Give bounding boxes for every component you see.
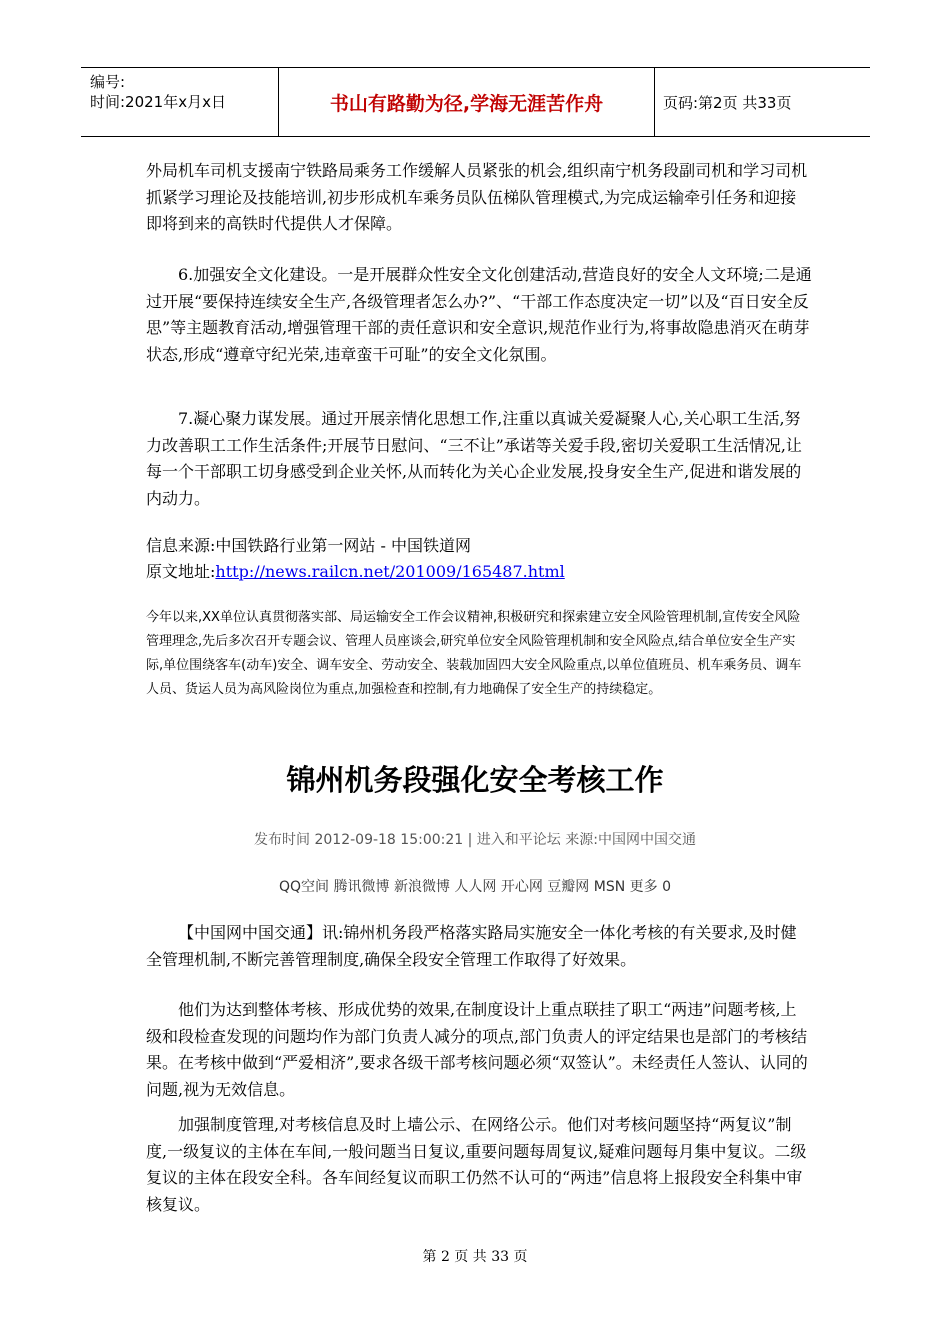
paragraph-intro: 外局机车司机支援南宁铁路局乘务工作缓解人员紧张的机会,组织南宁机务段副司机和学习司机抓紧学习理论及技能培训,初步形成机车乘务员队伍梯队管理模式,为完成运输牵引任务和迎接即将到来的高铁时代提供人才保障。 <box>146 161 808 233</box>
url-label: 原文地址: <box>146 562 216 581</box>
header-motto: 书山有路勤为径,学海无涯苦作舟 <box>279 68 655 136</box>
paragraph-item-6: 6.加强安全文化建设。一是开展群众性安全文化创建活动,营造良好的安全人文环境;二是通过开展“要保持连续安全生产,各级管理者怎么办?”、“干部工作态度决定一切”以及“百日安全反思”等主题教育活动,增强管理干部的责任意识和安全意识,规范作业行为,将事故隐患消灭在萌芽状态,形成“遵章守纪光荣,违章蛮干可耻”的安全文化氛围。 <box>146 265 812 364</box>
article-paragraph-1: 【中国网中国交通】讯:锦州机务段严格落实路局实施安全一体化考核的有关要求,及时健全管理机制,不断完善管理制度,确保全段安全管理工作取得了好效果。 <box>146 923 797 969</box>
header-number: 编号: <box>90 73 126 91</box>
page-header <box>81 67 870 137</box>
paragraph-item-7: 7.凝心聚力谋发展。通过开展亲情化思想工作,注重以真诚关爱凝聚人心,关心职工生活,努力改善职工工作生活条件;开展节日慰问、“三不让”承诺等关爱手段,密切关爱职工生活情况,让每一个干部职工切身感受到企业关怀,从而转化为关心企业发展,投身安全生产,促进和谐发展的内动力。 <box>146 409 802 508</box>
article-paragraph-2: 他们为达到整体考核、形成优势的效果,在制度设计上重点联挂了职工“两违”问题考核,上级和段检查发现的问题均作为部门负责人减分的项点,部门负责人的评定结果也是部门的考核结果。在考核中做到“严爱相济”,要求各级干部考核问题必须“双签认”。未经责任人签认、认同的问题,视为无效信息。 <box>146 1000 808 1099</box>
source-url-link[interactable]: http://news.railcn.net/201009/165487.html <box>215 562 565 581</box>
header-info <box>81 68 279 136</box>
article-meta: 发布时间 2012-09-18 15:00:21 | 进入和平论坛 来源:中国网中国交通 <box>254 832 696 848</box>
header-time: 时间:2021年x月x日 <box>90 93 226 111</box>
summary-paragraph: 今年以来,XX单位认真贯彻落实部、局运输安全工作会议精神,积极研究和探索建立安全风险管理机制,宣传安全风险管理理念,先后多次召开专题会议、管理人员座谈会,研究单位安全风险管理机制和安全风险点,结合单位安全生产实际,单位围绕客车(动车)安全、调车安全、劳动安全、装载加固四大安全风险重点,以单位值班员、机车乘务员、调车人员、货运人员为高风险岗位为重点,加强检查和控制,有力地确保了安全生产的持续稳定。 <box>146 610 802 697</box>
source-line: 信息来源:中国铁路行业第一网站 - 中国铁道网 <box>146 536 471 555</box>
header-page-number: 页码:第2页 共33页 <box>663 93 792 112</box>
url-line <box>146 559 812 586</box>
share-links[interactable]: QQ空间 腾讯微博 新浪微博 人人网 开心网 豆瓣网 MSN 更多 0 <box>279 879 671 895</box>
article-paragraph-3: 加强制度管理,对考核信息及时上墙公示、在网络公示。他们对考核问题坚持“两复议”制度,一级复议的主体在车间,一般问题当日复议,重要问题每周复议,疑难问题每月集中复议。二级复议的主体在段安全科。各车间经复议而职工仍然不认可的“两违”信息将上报段安全科集中审核复议。 <box>146 1115 807 1214</box>
article-title: 锦州机务段强化安全考核工作 <box>286 763 664 797</box>
page-footer: 第 2 页 共 33 页 <box>422 1249 528 1265</box>
